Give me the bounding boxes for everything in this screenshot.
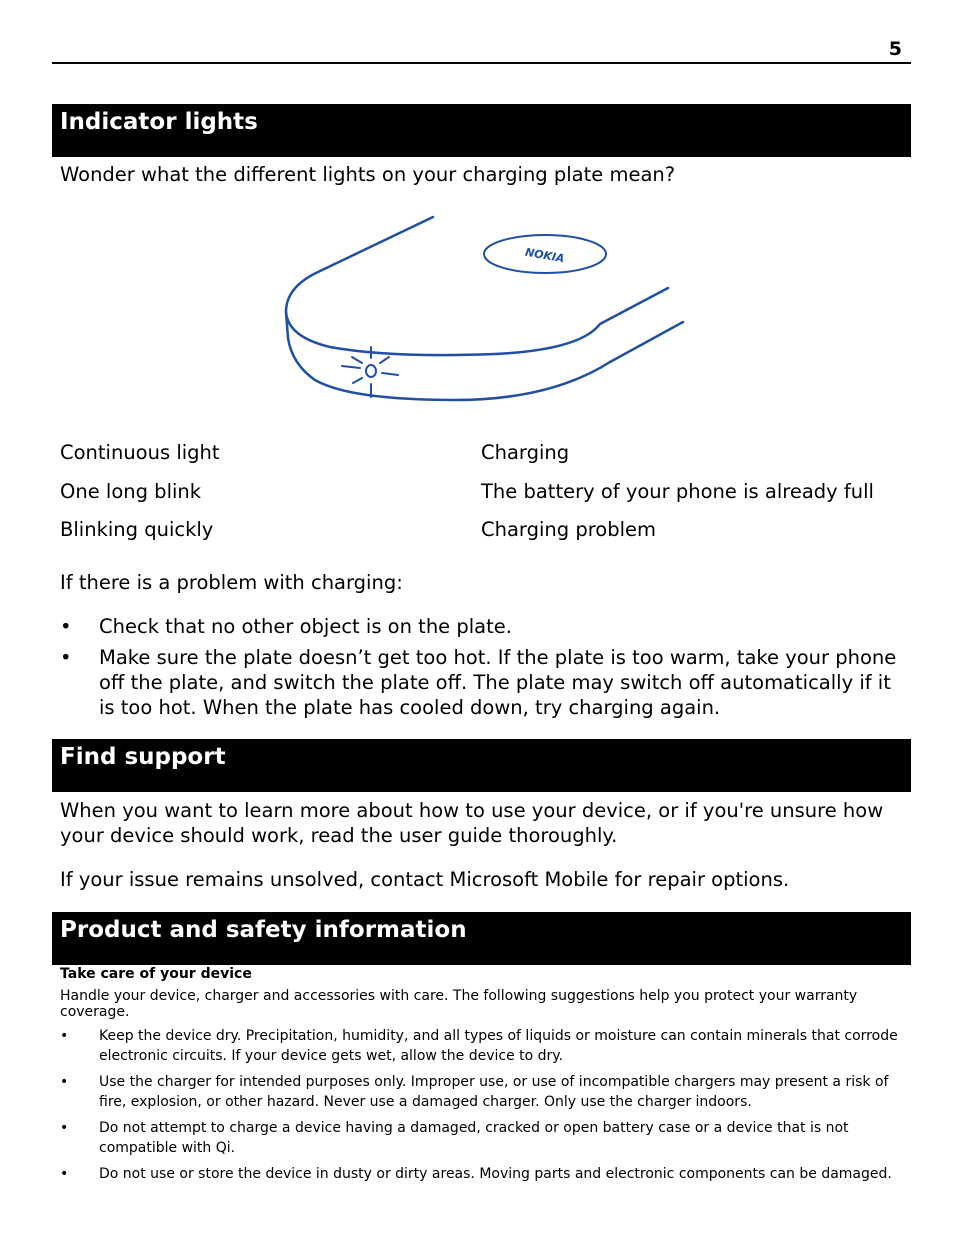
light-state: One long blink (60, 480, 202, 503)
list-item: • Keep the device dry. Precipitation, humidity, and all types of liquids or moisture can contain minerals that corrode electronic circuits. If your device gets wet, allow the device to dry. (60, 1028, 898, 1064)
list-item: • Do not use or store the device in dusty or dirty areas. Moving parts and electronic components can be damaged. (60, 1166, 892, 1182)
charging-problem-intro: If there is a problem with charging: (60, 571, 403, 594)
light-meaning: Charging problem (481, 518, 657, 541)
charging-plate-illustration (280, 212, 690, 407)
list-item: • Do not attempt to charge a device having a damaged, cracked or open battery case or a device that is not compatible with Qi. (60, 1120, 849, 1156)
light-row (60, 480, 910, 506)
safety-subheading: Take care of your device (60, 966, 252, 982)
safety-intro: Handle your device, charger and accessories with care. The following suggestions help you protect your warranty coverage. (60, 988, 858, 1020)
light-row (60, 518, 910, 544)
light-meaning: The battery of your phone is already full (481, 480, 874, 503)
light-row (60, 441, 910, 467)
charging-problem-list (60, 614, 910, 720)
list-item: • Check that no other object is on the plate. (60, 615, 512, 638)
safety-list (60, 1026, 910, 1184)
section-header-product-safety: Product and safety information (52, 912, 911, 965)
light-meaning: Charging (481, 441, 570, 464)
list-item: • Make sure the plate doesn’t get too hot. If the plate is too warm, take your phone off the plate, and switch the plate off. The plate may switch off automatically if it is too hot. When the plate has cooled down, try charging again. (60, 646, 897, 719)
support-paragraph-1: When you want to learn more about how to use your device, or if you're unsure how your device should work, read the user guide thoroughly. (60, 799, 884, 847)
header-rule (52, 62, 911, 64)
list-item: • Use the charger for intended purposes only. Improper use, or use of incompatible chargers may present a risk of fire, explosion, or other hazard. Never use a damaged charger. Only use the charger indoors. (60, 1074, 889, 1110)
indicator-intro: Wonder what the different lights on your charging plate mean? (60, 163, 676, 186)
support-paragraph-2: If your issue remains unsolved, contact Microsoft Mobile for repair options. (60, 868, 790, 891)
section-header-indicator-lights: Indicator lights (52, 104, 911, 157)
light-state: Continuous light (60, 441, 220, 464)
section-header-find-support: Find support (52, 739, 911, 792)
nokia-logo: NOKIA (524, 245, 566, 266)
light-state: Blinking quickly (60, 518, 214, 541)
page-number: 5 (888, 38, 902, 60)
